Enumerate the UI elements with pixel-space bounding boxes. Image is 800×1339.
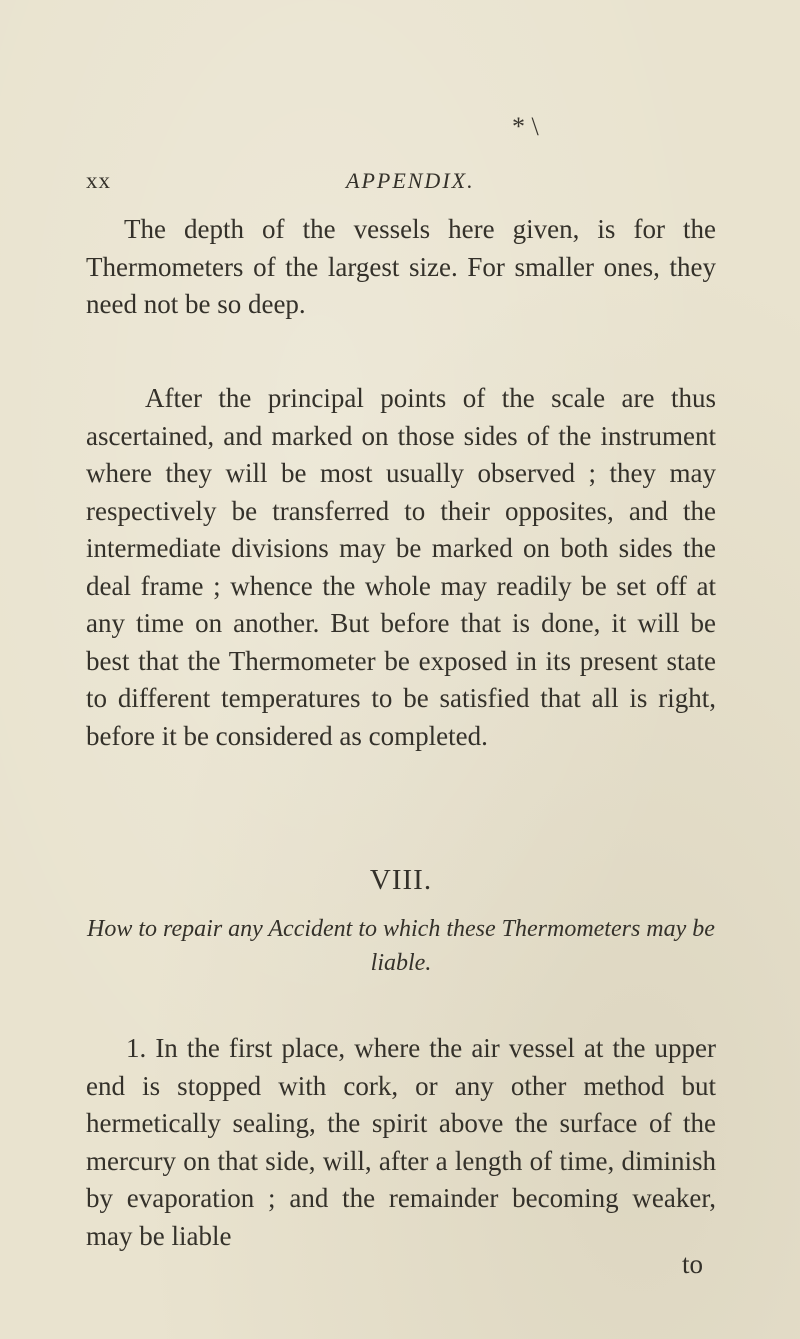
section-title: How to repair any Accident to which these Thermometers may be liable. <box>87 916 715 976</box>
running-head <box>86 168 716 208</box>
paragraph-scale-points: After the principal points of the scale are thus ascertained, and marked on those sides of the instrument where they will be most usually observed ; they may respectively be transferred to their opposites, and the intermediate divisions may be marked on both sides the deal frame ; whence the whole may readily be set off at any time on another. But before that is done, it will be best that the Thermometer be exposed in its present state to different temperatures to be satisfied that all is right, before it be considered as completed. <box>86 383 716 751</box>
page-number: xx <box>86 168 111 193</box>
paragraph-vessel-depth: The depth of the vessels here given, is for the Thermometers of the largest size. For smaller ones, they need not be so deep. <box>86 214 716 319</box>
paragraph-repair-first: 1. In the first place, where the air vessel at the upper end is stopped with cork, or any other method but hermetically sealing, the spirit above the surface of the mercury on that side, will, after a length of time, diminish by evaporation ; and the remainder becoming weaker, may be liable <box>86 1033 716 1251</box>
header-title: APPENDIX. <box>346 168 475 193</box>
section-number: VIII. <box>369 864 433 896</box>
ink-mark: * \ <box>512 112 539 141</box>
catchword: to <box>682 1249 704 1279</box>
